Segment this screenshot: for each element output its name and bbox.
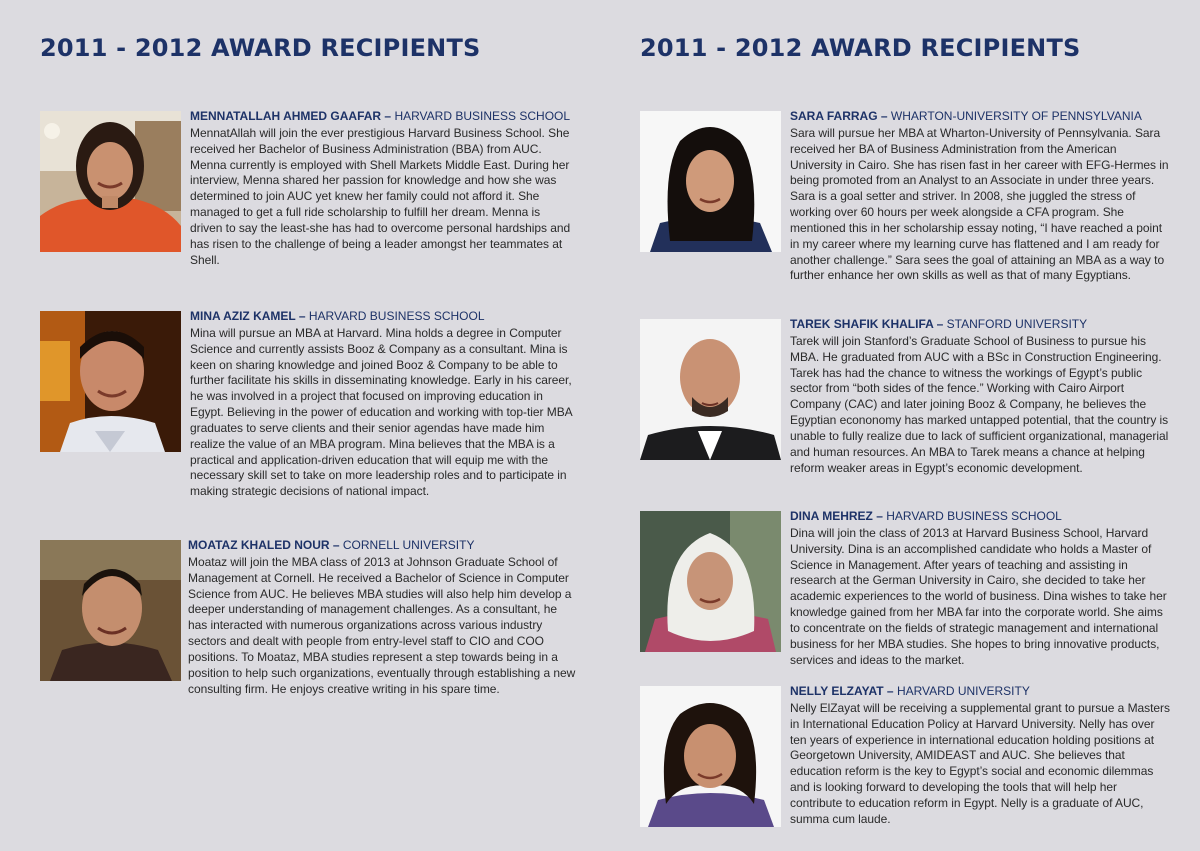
recipient-bio: Nelly ElZayat will be receiving a supplemental grant to pursue a Masters in International Education Policy at Harvard University. Nelly has over ten years of experience in international education holding positions at Georgetown University, AMIDEAST and AUC. She believes that education reform is the key to Egypt’s social and economic dilemmas and is looking forward to developing the tools that will help her contribute to education reform in Egypt. Nelly is a graduate of AUC, summa cum laude. bbox=[790, 700, 1170, 826]
recipient-name: MOATAZ KHALED NOUR bbox=[188, 538, 330, 552]
recipient-school: STANFORD UNIVERSITY bbox=[946, 317, 1088, 331]
recipient-school: HARVARD BUSINESS SCHOOL bbox=[394, 109, 571, 123]
recipient-name: NELLY ELZAYAT bbox=[790, 684, 884, 698]
recipient-text bbox=[790, 109, 1170, 284]
recipient-school: HARVARD BUSINESS SCHOOL bbox=[886, 509, 1062, 523]
recipient-text bbox=[790, 317, 1170, 476]
recipient-heading: TAREK SHAFIK KHALIFA – STANFORD UNIVERSITY bbox=[790, 317, 1088, 331]
recipient-heading: NELLY ELZAYAT – HARVARD UNIVERSITY bbox=[790, 684, 1030, 698]
portrait-photo bbox=[40, 311, 181, 452]
portrait-photo bbox=[640, 511, 781, 652]
portrait-photo bbox=[640, 111, 781, 252]
recipient-school: HARVARD BUSINESS SCHOOL bbox=[308, 309, 485, 323]
right-page bbox=[600, 0, 1200, 851]
recipient-school: HARVARD UNIVERSITY bbox=[896, 684, 1030, 698]
recipient-bio: Sara will pursue her MBA at Wharton-University of Pennsylvania. Sara received her BA of Business Administration from the American University in Cairo. She has risen fast in her career with EFG-Hermes in being promoted from an Analyst to an Associate in under three years. Sara is a goal setter and striver. In 2008, she juggled the stress of working over 60 hours per week alongside a CFA program. She mentioned this in her scholarship essay noting, “I have reached a point in my career where my learning curve has flattened and I am ready for another challenge.” Sara sees the goal of attaining an MBA as a way to further enhance her own skills as well as that of many Egyptians. bbox=[790, 125, 1169, 283]
portrait-photo bbox=[40, 540, 181, 681]
portrait-photo bbox=[40, 111, 181, 252]
recipient-text bbox=[190, 309, 575, 500]
page-heading: 2011 - 2012 AWARD RECIPIENTS bbox=[640, 34, 1081, 62]
recipient-bio: Mina will pursue an MBA at Harvard. Mina holds a degree in Computer Science and currently assists Booz & Company as a consultant. Mina is keen on sharing knowledge and joined Booz & Company to be able to further facilitate his skills in disseminating knowledge. Early in his career, he was involved in a project that focused on improving education in Egypt. Believing in the power of education and working with top-tier MBA graduates to serve clients and their senior agendas have made him realize the value of an MBA program. Mina believes that the MBA is a practical and application-driven education that will equip me with the necessary skill set to take on more leadership roles and to participate in making strategic decisions of national impact. bbox=[190, 325, 572, 499]
recipient-bio: MennatAllah will join the ever prestigious Harvard Business School. She received her Bachelor of Business Administration (BBA) from AUC. Menna currently is employed with Shell Markets Middle East. During her interview, Menna shared her passion for knowledge and how she was determined to join AUC yet knew her family could not afford it. She managed to get a full ride scholarship to fulfill her dream. Menna is driven to say the least-she has had to overcome personal hardships and has risen to the challenge of being a leader amongst her teammates at Shell. bbox=[190, 125, 571, 267]
recipient-heading: DINA MEHREZ – HARVARD BUSINESS SCHOOL bbox=[790, 509, 1062, 523]
portrait-photo bbox=[640, 686, 781, 827]
recipient-heading: SARA FARRAG – WHARTON-UNIVERSITY OF PENNSYLVANIA bbox=[790, 109, 1142, 123]
recipient-text bbox=[790, 509, 1170, 668]
recipient-name: MINA AZIZ KAMEL bbox=[190, 309, 296, 323]
recipient-bio: Dina will join the class of 2013 at Harvard Business School, Harvard University. Dina is an accomplished candidate who holds a Master of Science in Management. After years of teaching and assisting in research at the German University in Cairo, she decided to take her academic experiences to the world of business. Dina wishes to take her knowledge gained from her MBA far into the corporate world. She aims to concentrate on the fields of strategic management and international business for her MBA studies. She hopes to bring innovative products, services and ideas to the market. bbox=[790, 525, 1167, 667]
recipient-school: WHARTON-UNIVERSITY OF PENNSYLVANIA bbox=[890, 109, 1142, 123]
portrait-photo bbox=[640, 319, 781, 460]
recipient-name: TAREK SHAFIK KHALIFA bbox=[790, 317, 934, 331]
recipient-text bbox=[190, 109, 575, 268]
recipient-heading: MOATAZ KHALED NOUR – CORNELL UNIVERSITY bbox=[188, 538, 475, 552]
recipient-heading: MINA AZIZ KAMEL – HARVARD BUSINESS SCHOOL bbox=[190, 309, 485, 323]
recipient-name: DINA MEHREZ bbox=[790, 509, 873, 523]
recipient-name: MENNATALLAH AHMED GAAFAR bbox=[190, 109, 382, 123]
recipient-bio: Moataz will join the MBA class of 2013 at Johnson Graduate School of Management at Cornell. He received a Bachelor of Science in Computer Science from AUC. He believes MBA studies will also help him develop a deeper understanding of management challenges. As a consultant, he has interacted with numerous organizations across various industry sectors and dealt with people from entry-level staff to CIO and COO positions. To Moataz, MBA studies represent a step towards being in a position to help such organizations, eventually through establishing a new consulting firm. He enjoys creative writing in his spare time. bbox=[188, 554, 576, 696]
recipient-name: SARA FARRAG bbox=[790, 109, 878, 123]
page-heading: 2011 - 2012 AWARD RECIPIENTS bbox=[40, 34, 481, 62]
recipient-text bbox=[188, 538, 578, 697]
recipient-heading: MENNATALLAH AHMED GAAFAR – HARVARD BUSINESS SCHOOL bbox=[190, 109, 571, 123]
recipient-school: CORNELL UNIVERSITY bbox=[342, 538, 475, 552]
recipient-text bbox=[790, 684, 1170, 828]
recipient-bio: Tarek will join Stanford’s Graduate School of Business to pursue his MBA. He graduated from AUC with a BSc in Construction Engineering. Tarek has had the chance to witness the workings of Egypt’s public sector from “both sides of the fence.” Working with Cairo Airport Company (CAC) and later joining Booz & Company, he believes the Egyptian econonomy has marked untapped potential, that the country is unable to fully realize due to lack of sufficient organizational, managerial and human resources. An MBA to Tarek means a chance at helping reform weaker areas in Egypt’s economic development. bbox=[790, 333, 1169, 475]
